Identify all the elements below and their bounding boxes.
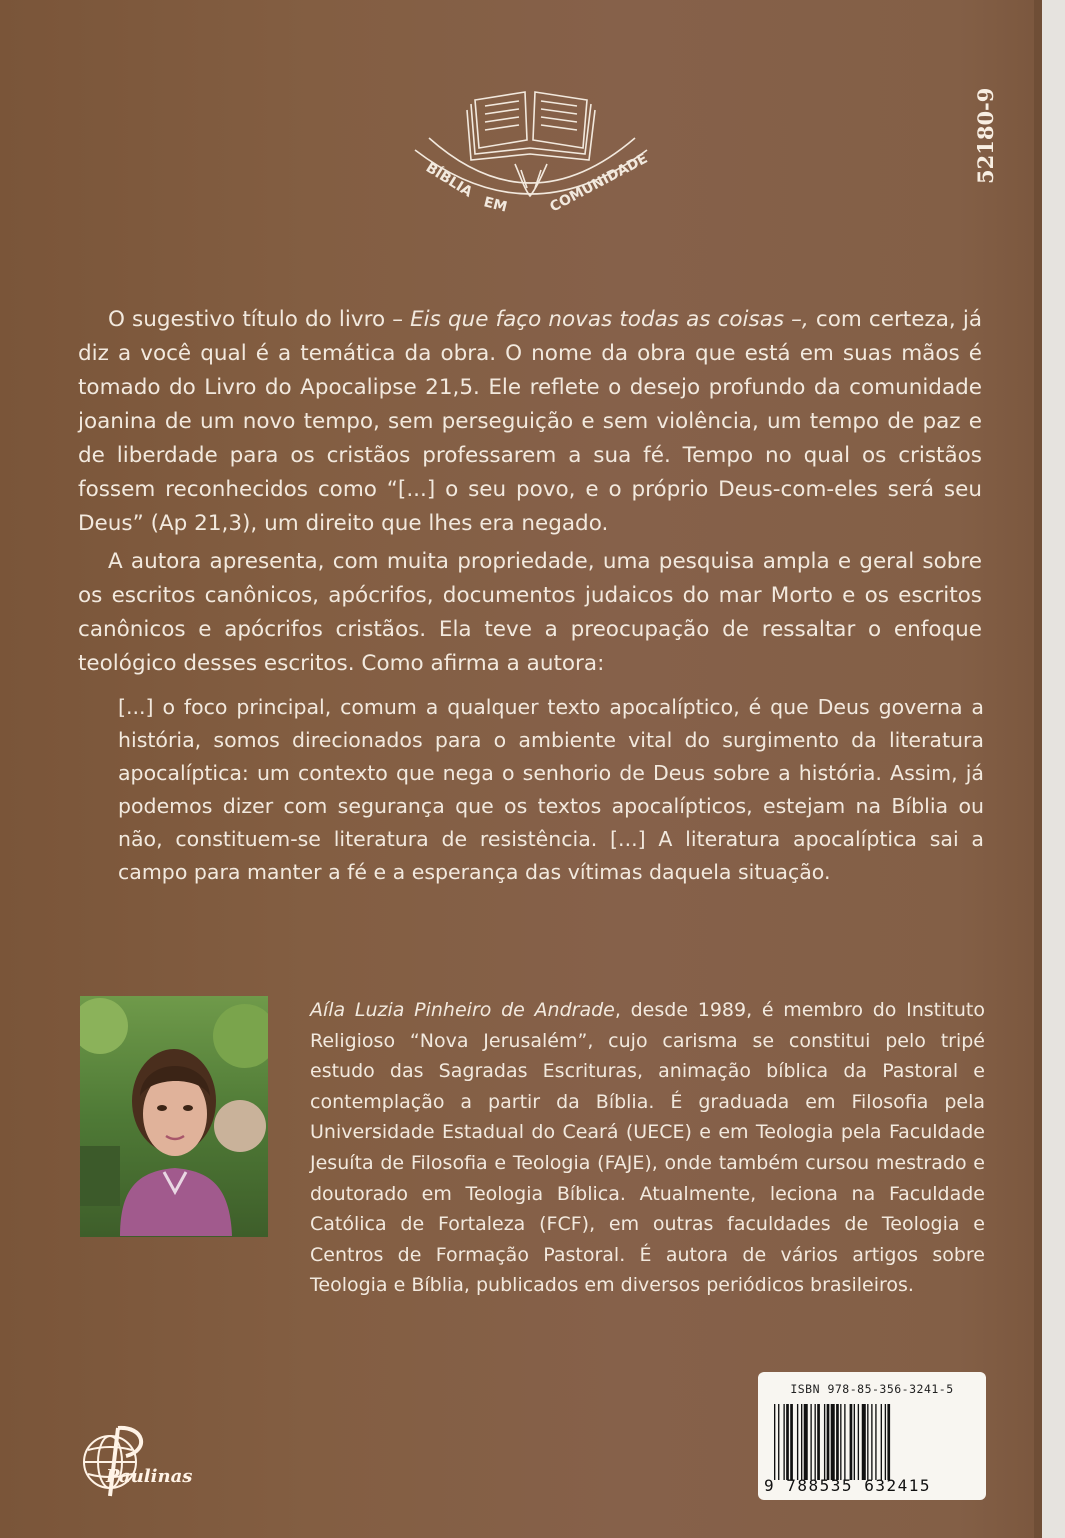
barcode-bar [778, 1404, 779, 1480]
barcode-digits: 9 788535 632415 [764, 1476, 931, 1495]
barcode-bar [875, 1404, 876, 1480]
barcode-bar [858, 1404, 859, 1480]
barcode-bar [827, 1404, 830, 1480]
author-bio: Aíla Luzia Pinheiro de Andrade, desde 1989, é membro do Instituto Religioso “Nova Jerusalém”, cujo carisma se constitui pelo tripé estudo das Sagradas Escrituras, animação bíblica da Pastoral e contemplação a partir da Bíblia. É graduada em Filosofia pela Universidade Estadual do Ceará (UECE) e em Teologia pela Faculdade Jesuíta de Filosofia e Teologia (FAJE), onde também cursou mestrado e doutorado em Teologia Bíblica. Atualmente, leciona na Faculdade Católica de Fortaleza (FCF), em outras faculdades de Teologia e Centros de Formação Pastoral. É autora de vários artigos sobre Teologia e Bíblia, publicados em diversos periódicos brasileiros. [310, 999, 985, 1297]
barcode-bar [804, 1404, 808, 1480]
isbn-label: ISBN 978-85-356-3241-5 [790, 1382, 954, 1396]
barcode-bar [850, 1404, 853, 1480]
author-photo [80, 996, 268, 1237]
intro-paragraph: O sugestivo título do livro – Eis que faço novas todas as coisas –, com certeza, já diz a você qual é a temática da obra. O nome da obra que está em suas mãos é tomado do Livro do Apocalipse 21,5. Ele reflete o desejo profundo da comunidade joanina de um novo tempo, sem perseguição e sem violência, um tempo de paz e de liberdade para os cristãos professarem a sua fé. Tempo no qual os cristãos fossem reconhecidos como “[...] o seu povo, e o próprio Deus-com-eles será seu Deus” (Ap 21,3), um direito que lhes era negado. [78, 307, 983, 536]
barcode-bar [774, 1404, 775, 1480]
barcode-bar [801, 1404, 802, 1480]
barcode-bar [871, 1404, 872, 1480]
barcode-bar [867, 1404, 868, 1480]
barcode-bar [831, 1404, 835, 1480]
logo-text-biblia: BÍBLIA [422, 159, 476, 201]
barcode-bars [774, 1404, 974, 1480]
spine-edge [1034, 0, 1042, 1538]
barcode-bar [844, 1404, 845, 1480]
barcode-bar [840, 1404, 841, 1480]
barcode-bar [885, 1404, 886, 1480]
author-quote: [...] o foco principal, comum a qualquer texto apocalíptico, é que Deus governa a história, somos direcionados para o ambiente vital do surgimento da literatura apocalíptica: um contexto que nega o senhorio de Deus sobre a história. Assim, já podemos dizer com segurança que os textos apocalípticos, estejam na Bíblia ou não, constituem-se literatura de resistência. [...] A literatura apocalíptica sai a campo para manter a fé e a esperança das vítimas daquela situação. [118, 695, 984, 884]
logo-text-em: EM [482, 194, 509, 216]
barcode-bar [810, 1404, 811, 1480]
catalog-number [955, 58, 1015, 188]
publisher-name: Paulinas [106, 1466, 193, 1487]
logo-text-comunidade: COMUNIDADE [547, 150, 651, 216]
barcode-bar [862, 1404, 866, 1480]
barcode-bar [824, 1404, 825, 1480]
barcode-bar [815, 1404, 816, 1480]
barcode-bar [817, 1404, 820, 1480]
barcode-bar [790, 1404, 793, 1480]
second-paragraph: A autora apresenta, com muita propriedade, uma pesquisa ampla e geral sobre os escritos canônicos, apócrifos, documentos judaicos do mar Morto e os escritos canônicos e apócrifos cristãos. Ela teve a preocupação de ressaltar o enfoque teológico desses escritos. Como afirma a autora: [78, 549, 982, 676]
open-book-icon [467, 92, 595, 196]
barcode-bar [881, 1404, 882, 1480]
barcode-bar [836, 1404, 839, 1480]
series-logo [395, 78, 665, 228]
svg-text:52180-9: 52180-9 [973, 87, 998, 184]
publisher-logo [80, 1420, 230, 1500]
barcode-bar [786, 1404, 789, 1480]
barcode-bar [783, 1404, 784, 1480]
book-title-italic: Eis que faço novas todas as coisas –, [410, 307, 809, 332]
barcode-bar [887, 1404, 890, 1480]
barcode-bar [797, 1404, 798, 1480]
isbn-barcode [758, 1372, 986, 1500]
barcode-bar [854, 1404, 855, 1480]
author-name: Aíla Luzia Pinheiro de Andrade [310, 999, 615, 1021]
